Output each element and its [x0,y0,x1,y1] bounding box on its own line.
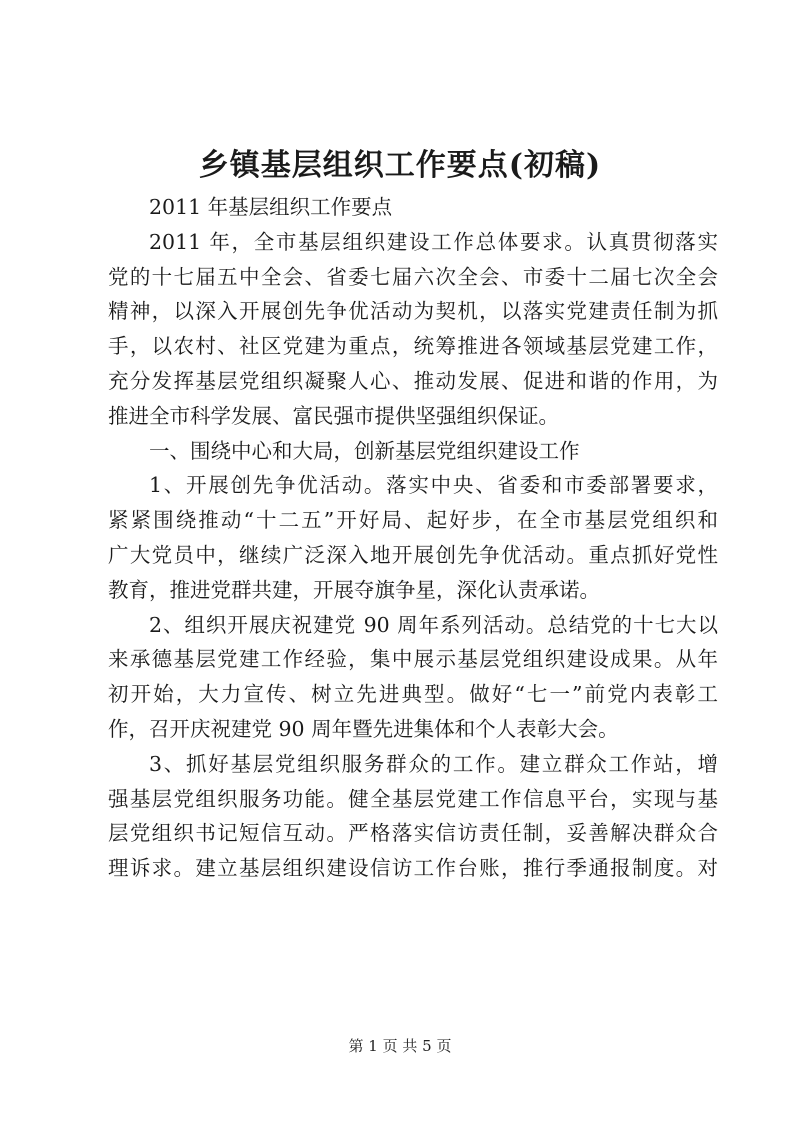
subtitle-line: 2011 年基层组织工作要点 [149,195,393,219]
page-footer: 第 1 页 共 5 页 [348,1037,452,1055]
document-body [108,190,718,886]
paragraph-line: 初开始，大力宣传、树立先进典型。做好“七一”前党内表彰工 [108,682,718,707]
paragraph-line: 来承德基层党建工作经验，集中展示基层党组织建设成果。从年 [108,647,718,672]
paragraph-line: 党的十七届五中全会、省委七届六次全会、市委十二届七次全会 [108,264,718,289]
paragraph-line: 层党组织书记短信互动。严格落实信访责任制，妥善解决群众合 [108,821,718,846]
paragraph-line: 理诉求。建立基层组织建设信访工作台账，推行季通报制度。对 [108,856,718,881]
paragraph-line: 1、开展创先争优活动。落实中央、省委和市委部署要求， [149,473,718,498]
paragraph-line: 3、抓好基层党组织服务群众的工作。建立群众工作站，增 [149,751,718,776]
paragraph-line: 精神，以深入开展创先争优活动为契机，以落实党建责任制为抓 [108,299,718,324]
document-title: 乡镇基层组织工作要点(初稿) [198,148,602,183]
paragraph-line: 推进全市科学发展、富民强市提供坚强组织保证。 [108,403,559,428]
paragraph-line: 充分发挥基层党组织凝聚人心、推动发展、促进和谐的作用，为 [108,368,718,393]
paragraph-line: 强基层党组织服务功能。健全基层党建工作信息平台，实现与基 [108,786,718,811]
section-heading: 一、围绕中心和大局，创新基层党组织建设工作 [149,438,580,463]
paragraph-line: 2011 年，全市基层组织建设工作总体要求。认真贯彻落实 [149,229,718,254]
paragraph-line: 作，召开庆祝建党 90 周年暨先进集体和个人表彰大会。 [108,716,619,741]
paragraph-line: 广大党员中，继续广泛深入地开展创先争优活动。重点抓好党性 [108,542,718,567]
paragraph-line: 紧紧围绕推动“十二五”开好局、起好步，在全市基层党组织和 [108,508,718,533]
paragraph-line: 教育，推进党群共建，开展夺旗争星，深化认责承诺。 [108,577,600,602]
paragraph-line: 手，以农村、社区党建为重点，统筹推进各领域基层党建工作， [108,334,718,359]
paragraph-line: 2、组织开展庆祝建党 90 周年系列活动。总结党的十七大以 [149,612,718,637]
